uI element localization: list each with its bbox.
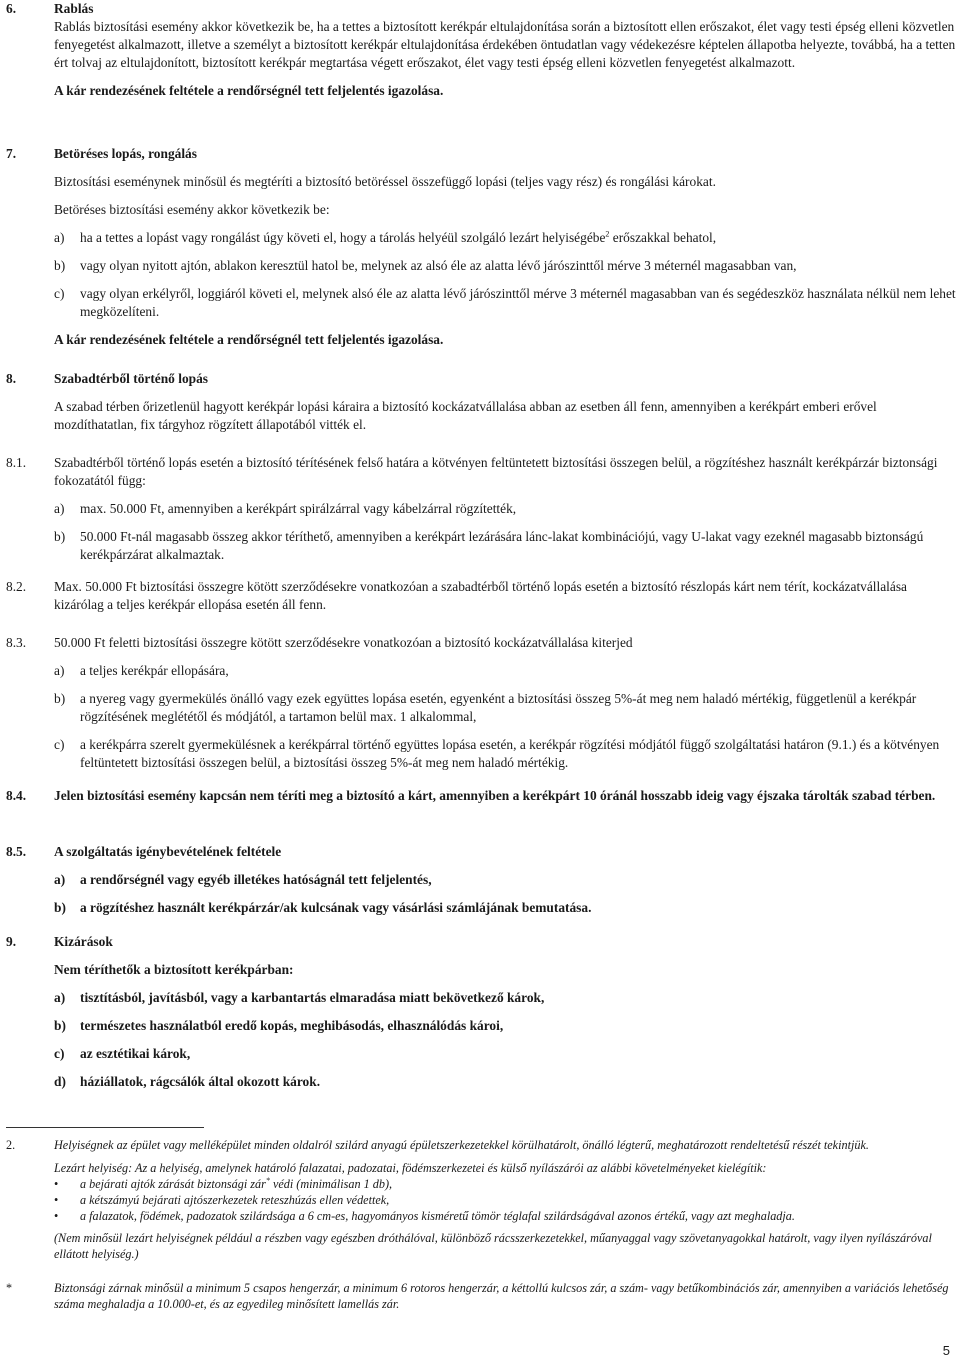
footnote-ref: 2 bbox=[605, 229, 610, 239]
section-paragraph: Betöréses biztosítási esemény akkor következik be: bbox=[54, 202, 330, 217]
list-label: c) bbox=[54, 286, 65, 301]
section-number: 9. bbox=[6, 934, 17, 949]
footnote-list-text: védi (minimálisan 1 db), bbox=[269, 1177, 393, 1191]
footnote-star-ref: * bbox=[265, 1175, 270, 1185]
claim-condition: A kár rendezésének feltétele a rendőrségnél tett feljelentés igazolása. bbox=[54, 332, 444, 347]
subsection-number: 8.1. bbox=[6, 455, 27, 470]
subsection-number: 8.3. bbox=[6, 635, 27, 650]
section-number: 8. bbox=[6, 371, 17, 386]
list-text: max. 50.000 Ft, amennyiben a kerékpárt spirálzárral vagy kábelzárral rögzítették, bbox=[80, 501, 517, 516]
list-text: természetes használatból eredő kopás, meghibásodás, elhasználódás károi, bbox=[80, 1018, 504, 1033]
subsection-8-1 bbox=[6, 454, 956, 564]
list-item bbox=[54, 662, 956, 680]
footnote-list-item bbox=[54, 1192, 954, 1208]
list-item bbox=[54, 1073, 956, 1091]
section-title: Rablás bbox=[54, 1, 94, 16]
list-item bbox=[54, 1017, 956, 1035]
list-item bbox=[54, 899, 956, 917]
section-paragraph: A szabad térben őrizetlenül hagyott kerékpár lopási káraira a biztosító kockázatvállalása abban az esetben áll fenn, amennyiben a kerékpárt emberi erővel mozdíthatatlan, fix tárgyhoz rögzített állapotából vitték el. bbox=[54, 399, 877, 432]
footnote-star bbox=[6, 1280, 954, 1312]
footnote-text: Lezárt helyiség: Az a helyiség, amelynek határoló falazatai, padozatai, födémszerkezetei és külső nyílászárói az alábbi követelményeket kielégítik: bbox=[54, 1161, 767, 1175]
section-number: 6. bbox=[6, 1, 17, 16]
list-text: erőszakkal behatol, bbox=[609, 230, 717, 245]
bullet-icon: • bbox=[54, 1209, 59, 1223]
list-label: b) bbox=[54, 900, 66, 915]
list-label: c) bbox=[54, 737, 65, 752]
list-label: a) bbox=[54, 872, 66, 887]
list-label: a) bbox=[54, 230, 65, 245]
list-label: d) bbox=[54, 1074, 66, 1089]
footnote-text: (Nem minősül lezárt helyiségnek például a részben vagy egészben dróthálóval, különböző rácsszerkezetekkel, műanyaggal vagy szövetanyagokkal határolt, vagy ilyen nyílászáróval ellátott helyiség.) bbox=[54, 1231, 932, 1261]
section-title: Betöréses lopás, rongálás bbox=[54, 146, 197, 161]
footnote-divider bbox=[6, 1127, 204, 1128]
section-paragraph: Szabadtérből történő lopás esetén a biztosító térítésének felső határa a kötvényen feltüntetett biztosítási összegen belül, a rögzítéshez használt kerékpárzár biztonsági fokozatától függ: bbox=[54, 455, 938, 488]
footnote-list bbox=[54, 1176, 954, 1224]
list-text: a teljes kerékpár ellopására, bbox=[80, 663, 229, 678]
list-label: c) bbox=[54, 1046, 65, 1061]
bullet-icon: • bbox=[54, 1193, 59, 1207]
list-item bbox=[54, 528, 956, 564]
section-paragraph: Rablás biztosítási esemény akkor következik be, ha a tettes a biztosított kerékpár eltulajdonítása során a biztosított ellen erőszakot, élet vagy testi épség elleni közvetlen fenyegetést alkalmazott, illetve a személyt a biztosított kerékpár eltulajdonítása érdekében öntudatlan vagy védekezésre képtelen állapotba helyezte, továbbá, ha a tetten ért tolvaj az eltulajdonított, biztosított kerékpár megtartása végett erőszakot, élet vagy testi épség elleni közvetlen fenyegetést alkalmazott. bbox=[54, 19, 956, 70]
footnote-list-text: a falazatok, födémek, padozatok szilárdsága a 6 cm-es, hagyományos kisméretű tömör téglafal szilárdságával azonos értékű, vagy azt meghaladja. bbox=[80, 1209, 795, 1223]
list-text: háziállatok, rágcsálók által okozott károk. bbox=[80, 1074, 321, 1089]
list-label: b) bbox=[54, 691, 66, 706]
subsection-number: 8.2. bbox=[6, 579, 27, 594]
subsection-8-5 bbox=[6, 843, 956, 917]
footnote-list-text: a bejárati ajtók zárását biztonsági zár bbox=[80, 1177, 266, 1191]
list-text: 50.000 Ft-nál magasabb összeg akkor téríthető, amennyiben a kerékpárt lezárására lánc-lakat kombinációjú, vagy U-lakat vagy ezeknél magasabb biztonságú kerékpárzárat alkalmaztak. bbox=[80, 529, 924, 562]
list-text: a rögzítéshez használt kerékpárzár/ak kulcsának vagy vásárlási számlájának bemutatása. bbox=[80, 900, 592, 915]
subsection-number: 8.4. bbox=[6, 788, 27, 803]
section-9 bbox=[6, 933, 956, 1091]
footnote bbox=[6, 1137, 954, 1262]
list-text: vagy olyan erkélyről, loggiáról követi el, melynek alsó éle az alatta lévő járószinttől mérve 3 méternél magasabban van és segédeszköz használata nélkül nem lehet megközelíteni. bbox=[80, 286, 956, 319]
section-paragraph: Jelen biztosítási esemény kapcsán nem téríti meg a biztosító a kárt, amennyiben a kerékpárt 10 óránál hosszabb ideig vagy éjszaka tárolták szabad térben. bbox=[54, 788, 936, 803]
subsection-8-3 bbox=[6, 634, 956, 772]
list-item bbox=[54, 736, 956, 772]
list-label: b) bbox=[54, 258, 66, 273]
section-paragraph: Biztosítási eseménynek minősül és megtéríti a biztosító betöréssel összefüggő lopási (teljes vagy rész) és rongálási károkat. bbox=[54, 174, 716, 189]
footnote-text: Biztonsági zárnak minősül a minimum 5 csapos hengerzár, a minimum 6 rotoros hengerzár, a kéttollú kulcsos zár, a szám- vagy betűkombinációs zár, amennyiben a variációs lehetőség száma meghaladja a 10.000-et, és az egyedileg minősített lamellás zár. bbox=[54, 1281, 949, 1311]
list-item bbox=[54, 1045, 956, 1063]
footnote-list-text: a kétszámyú bejárati ajtószerkezetek reteszhúzás ellen védettek, bbox=[80, 1193, 390, 1207]
list-label: a) bbox=[54, 663, 65, 678]
claim-condition: A kár rendezésének feltétele a rendőrségnél tett feljelentés igazolása. bbox=[54, 83, 444, 98]
list-item bbox=[54, 989, 956, 1007]
section-paragraph: 50.000 Ft feletti biztosítási összegre kötött szerződésekre vonatkozóan a biztosító kockázatvállalása kiterjed bbox=[54, 635, 633, 650]
footnote-list-item bbox=[54, 1176, 954, 1192]
list-label: a) bbox=[54, 990, 66, 1005]
section-paragraph: A szolgáltatás igénybevételének feltétele bbox=[54, 844, 282, 859]
section-number: 7. bbox=[6, 146, 17, 161]
list-text: a nyereg vagy gyermekülés önálló vagy ezek együttes lopása esetén, egyenként a biztosítási összeg 5%-át meg nem haladó mértékig, függetlenül a kerékpár rögzítésének meglététől és módjától, a tartamon belül max. 1 alkalommal, bbox=[80, 691, 917, 724]
section-6 bbox=[6, 0, 956, 100]
section-title: Kizárások bbox=[54, 934, 113, 949]
subsection-8-4 bbox=[6, 787, 956, 805]
list-text: az esztétikai károk, bbox=[80, 1046, 191, 1061]
list-item bbox=[54, 257, 956, 275]
section-7 bbox=[6, 145, 956, 349]
subsection-8-2 bbox=[6, 578, 956, 614]
section-title: Szabadtérből történő lopás bbox=[54, 371, 208, 386]
footnote-list-item bbox=[54, 1208, 954, 1224]
list-text: vagy olyan nyitott ajtón, ablakon keresztül hatol be, melynek az alsó éle az alatta lévő járószinttől mérve 3 méternél magasabban van, bbox=[80, 258, 797, 273]
list-label: b) bbox=[54, 529, 66, 544]
section-paragraph: Max. 50.000 Ft biztosítási összegre kötött szerződésekre vonatkozóan a szabadtérből történő lopás esetén a biztosító részlopás kárt nem térít, kockázatvállalása kizárólag a teljes kerékpár ellopása esetén áll fenn. bbox=[54, 579, 907, 612]
section-paragraph: Nem téríthetők a biztosított kerékpárban: bbox=[54, 962, 294, 977]
bullet-icon: • bbox=[54, 1177, 59, 1191]
list-text: a kerékpárra szerelt gyermekülésnek a kerékpárral történő együttes lopása esetén, a kerékpár rögzítési módjától függő szolgáltatási határon (9.1.) és a kötvényen feltüntetett biztosítási összegen belül, a biztosítási összeg 5%-át meg nem haladó mértékig. bbox=[80, 737, 940, 770]
list-item bbox=[54, 229, 956, 247]
list-item bbox=[54, 871, 956, 889]
list-item bbox=[54, 285, 956, 321]
page-number: 5 bbox=[942, 1343, 950, 1358]
list-text: a rendőrségnél vagy egyéb illetékes hatóságnál tett feljelentés, bbox=[80, 872, 432, 887]
subsection-number: 8.5. bbox=[6, 844, 27, 859]
footnote-number: 2. bbox=[6, 1138, 16, 1152]
list-item bbox=[54, 690, 956, 726]
list-text: tisztításból, javításból, vagy a karbantartás elmaradása miatt bekövetkező károk, bbox=[80, 990, 545, 1005]
list-label: b) bbox=[54, 1018, 66, 1033]
list-item bbox=[54, 500, 956, 518]
section-8 bbox=[6, 370, 956, 434]
footnote-star-mark: * bbox=[6, 1281, 13, 1295]
list-text: ha a tettes a lopást vagy rongálást úgy követi el, hogy a tárolás helyéül szolgáló lezárt helyiségébe bbox=[80, 230, 606, 245]
footnote-text: Helyiségnek az épület vagy melléképület minden oldalról szilárd anyagú épületszerkezetekkel körülhatárolt, önálló légterű, meghatározott rendeltetésű részét tekintjük. bbox=[54, 1138, 869, 1152]
list-label: a) bbox=[54, 501, 65, 516]
